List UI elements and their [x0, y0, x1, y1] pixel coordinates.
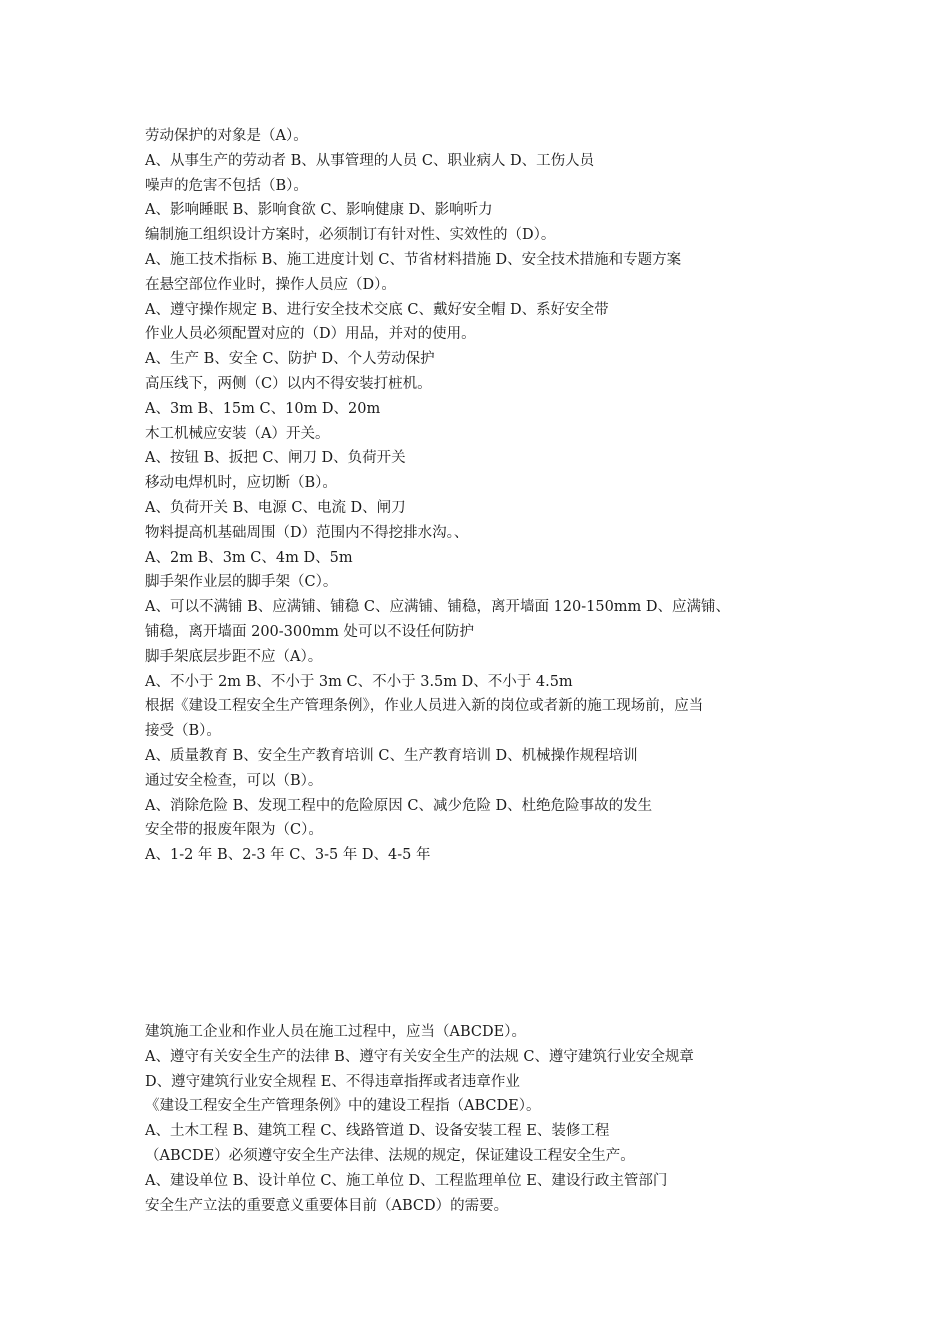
options-line: A、施工技术指标 B、施工进度计划 C、节省材料措施 D、安全技术措施和专题方案	[145, 251, 682, 268]
multiple-choice-section	[145, 1020, 815, 1218]
options-line: A、1-2 年 B、2-3 年 C、3-5 年 D、4-5 年	[145, 847, 431, 864]
question-line: 安全带的报废年限为（C）。	[145, 822, 323, 839]
question-line: 劳动保护的对象是（A）。	[145, 128, 308, 144]
options-line-continued: 铺稳，离开墙面 200-300mm 处可以不设任何防护	[145, 623, 474, 640]
question-line: 安全生产立法的重要意义重要体目前（ABCD）的需要。	[145, 1197, 509, 1214]
options-line: A、可以不满铺 B、应满铺、铺稳 C、应满铺、铺稳，离开墙面 120-150mm D、应满铺、	[145, 599, 731, 616]
question-line: 物料提高机基础周围（D）范围内不得挖排水沟。、	[145, 524, 469, 541]
question-line: 通过安全检查，可以（B）。	[145, 772, 323, 789]
options-line: A、遵守有关安全生产的法律 B、遵守有关安全生产的法规 C、遵守建筑行业安全规章	[145, 1048, 694, 1065]
options-line: A、按钮 B、扳把 C、闸刀 D、负荷开关	[145, 450, 406, 467]
question-line-continued: 接受（B）。	[145, 723, 221, 740]
question-line: 高压线下，两侧（C）以内不得安装打桩机。	[145, 375, 432, 392]
options-line-continued: D、遵守建筑行业安全规程 E、不得违章指挥或者违章作业	[145, 1073, 520, 1090]
question-line: 噪声的危害不包括（B）。	[145, 177, 308, 194]
options-line: A、2m B、3m C、4m D、5m	[145, 549, 353, 566]
options-line: A、不小于 2m B、不小于 3m C、不小于 3.5m D、不小于 4.5m	[145, 673, 573, 690]
options-line: A、建设单位 B、设计单位 C、施工单位 D、工程监理单位 E、建设行政主管部门	[145, 1172, 668, 1189]
question-line: 脚手架作业层的脚手架（C）。	[145, 574, 338, 591]
options-line: A、土木工程 B、建筑工程 C、线路管道 D、设备安装工程 E、装修工程	[145, 1123, 610, 1140]
question-line: 作业人员必须配置对应的（D）用品，并对的使用。	[145, 326, 476, 343]
question-line: 移动电焊机时，应切断（B）。	[145, 475, 337, 492]
options-line: A、质量教育 B、安全生产教育培训 C、生产教育培训 D、机械操作规程培训	[145, 747, 638, 764]
question-line: 根据《建设工程安全生产管理条例》，作业人员进入新的岗位或者新的施工现场前，应当	[145, 698, 704, 715]
options-line: A、影响睡眠 B、影响食欲 C、影响健康 D、影响听力	[145, 202, 493, 219]
question-line: 脚手架底层步距不应（A）。	[145, 648, 323, 665]
question-line: 建筑施工企业和作业人员在施工过程中，应当（ABCDE）。	[145, 1024, 526, 1040]
question-line: 《建设工程安全生产管理条例》中的建设工程指（ABCDE）。	[145, 1098, 541, 1115]
question-line: 在悬空部位作业时，操作人员应（D）。	[145, 276, 396, 293]
options-line: A、3m B、15m C、10m D、20m	[145, 400, 381, 417]
options-line: A、负荷开关 B、电源 C、电流 D、闸刀	[145, 499, 406, 516]
options-line: A、遵守操作规定 B、进行安全技术交底 C、戴好安全帽 D、系好安全带	[145, 301, 609, 318]
question-line: （ABCDE）必须遵守安全生产法律、法规的规定，保证建设工程安全生产。	[145, 1147, 635, 1164]
options-line: A、从事生产的劳动者 B、从事管理的人员 C、职业病人 D、工伤人员	[145, 152, 595, 169]
question-line: 编制施工组织设计方案时，必须制订有针对性、实效性的（D）。	[145, 227, 556, 244]
options-line: A、消除危险 B、发现工程中的危险原因 C、减少危险 D、杜绝危险事故的发生	[145, 797, 653, 814]
question-line: 木工机械应安装（A）开关。	[145, 425, 330, 442]
single-choice-section	[145, 124, 815, 868]
options-line: A、生产 B、安全 C、防护 D、个人劳动保护	[145, 351, 435, 368]
